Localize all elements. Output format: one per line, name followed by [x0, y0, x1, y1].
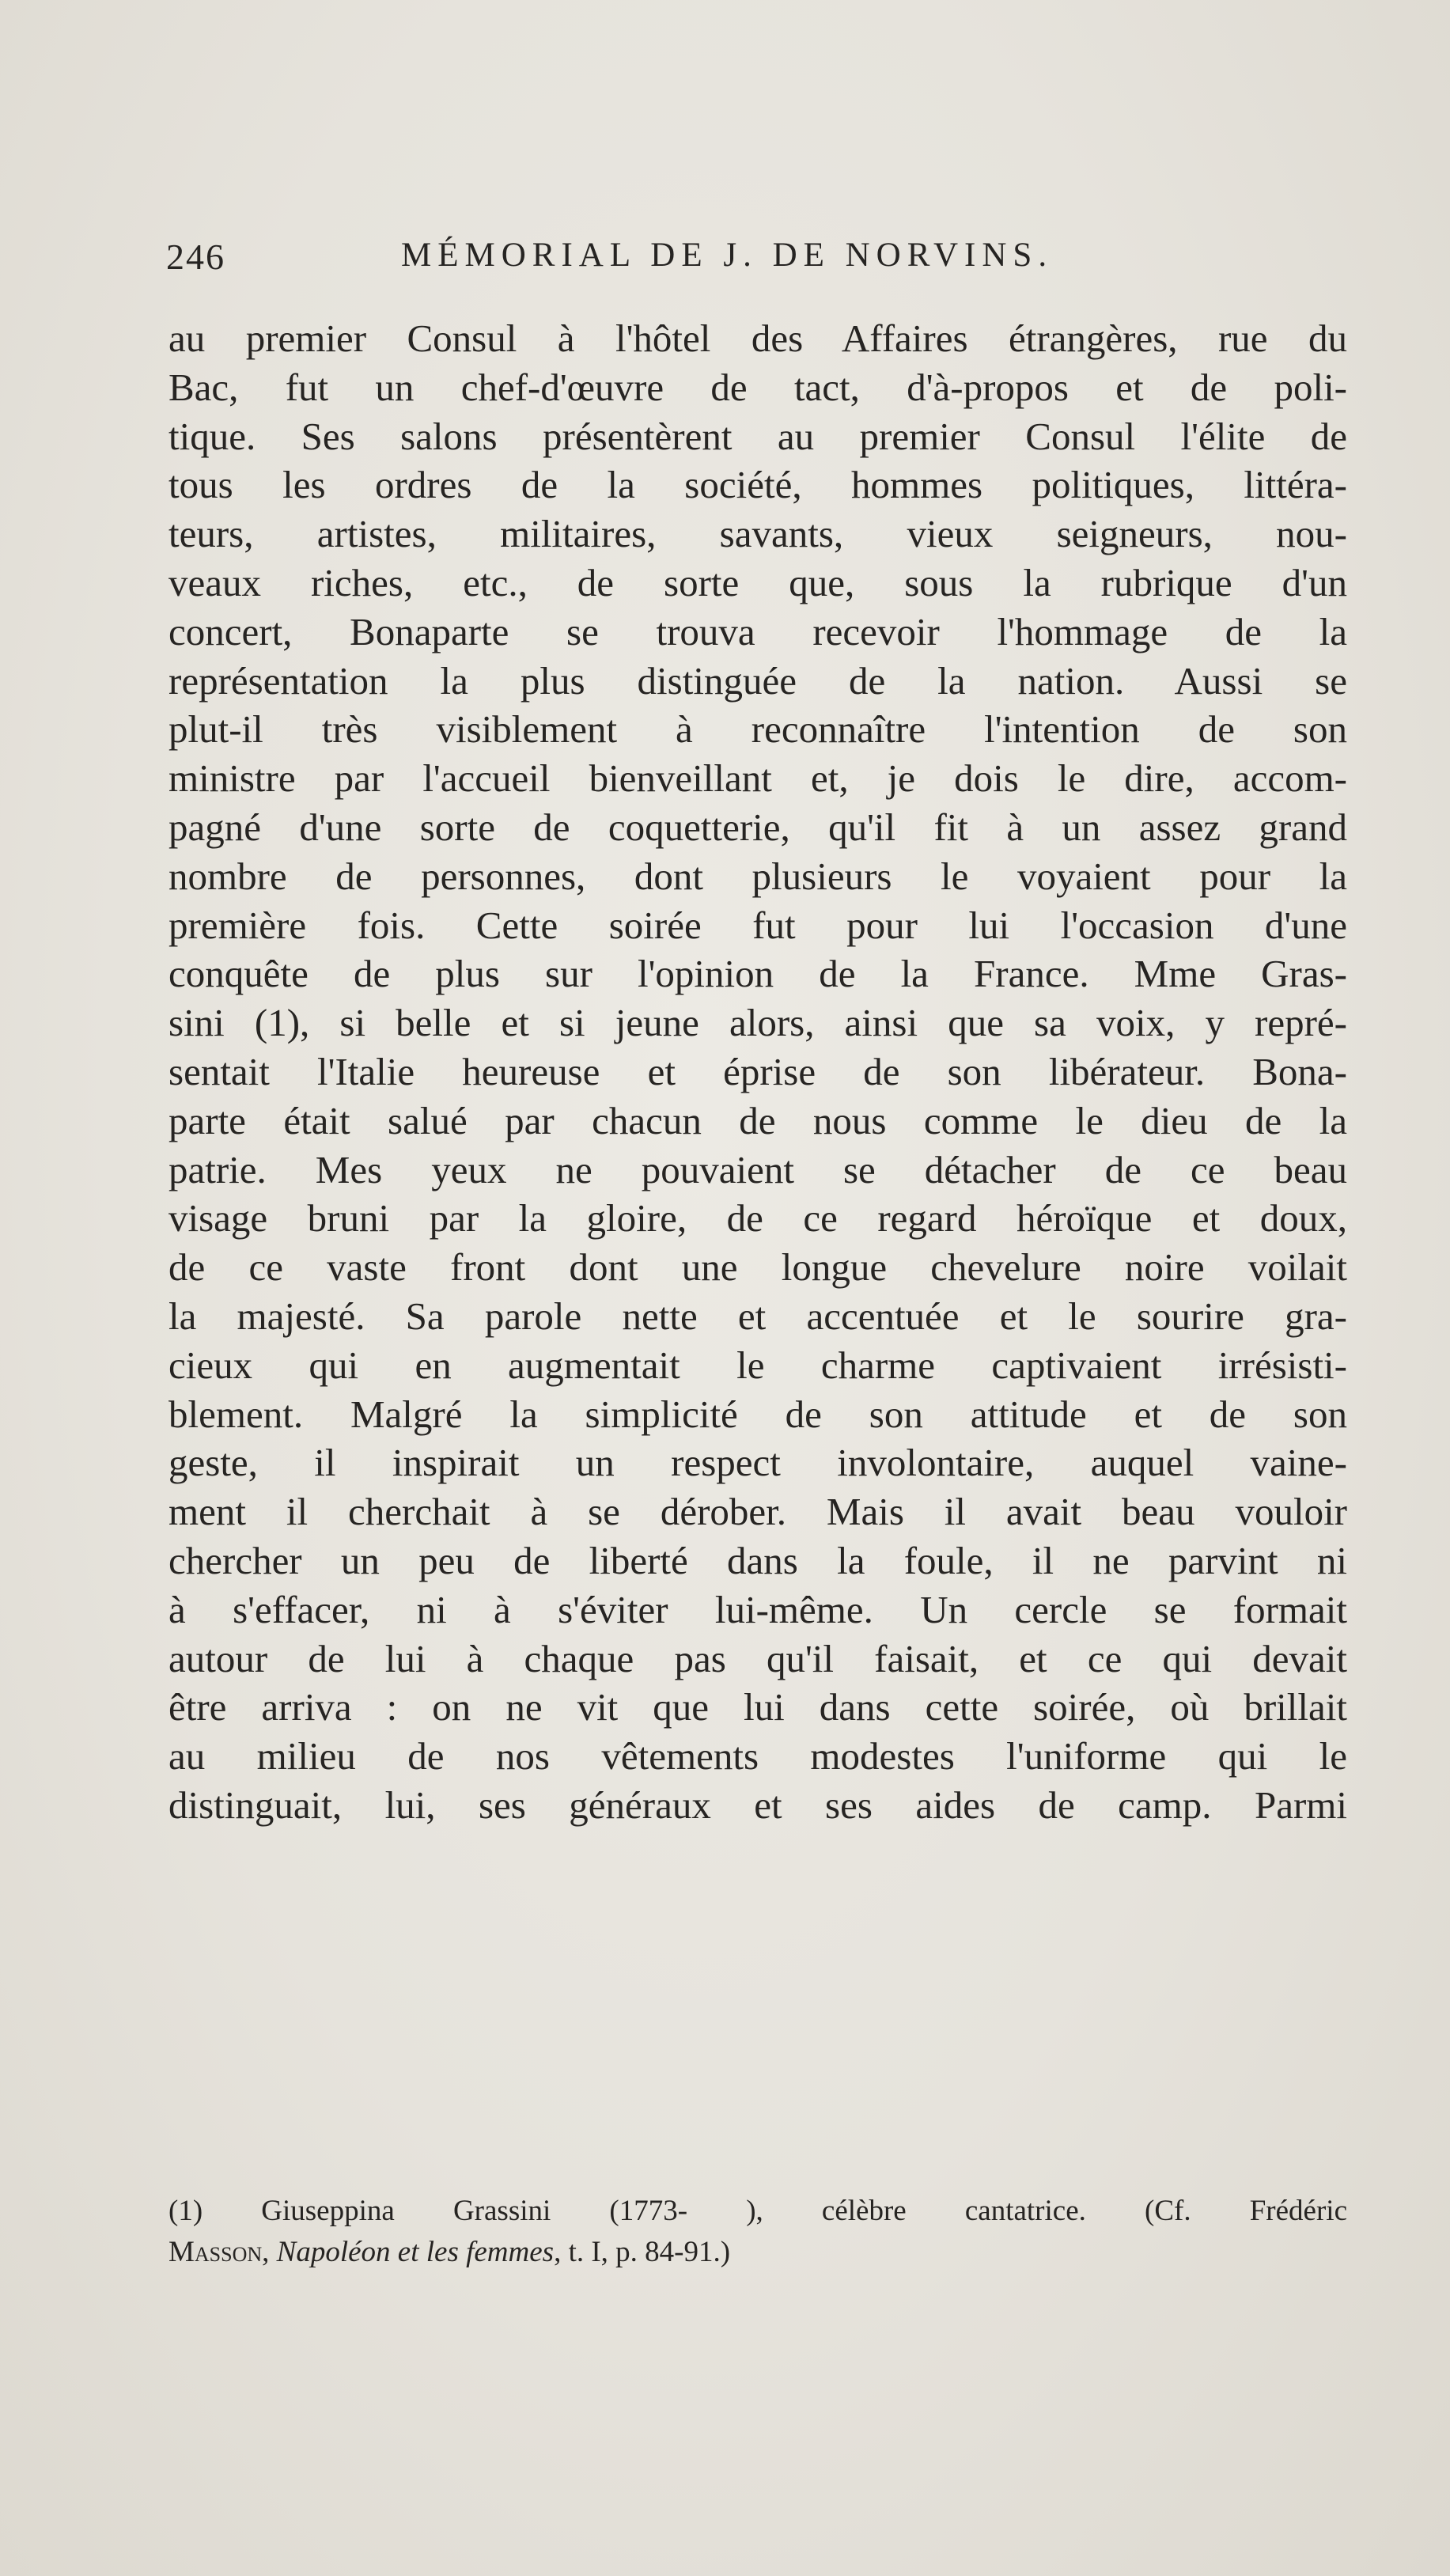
text-line: Bac, fut un chef-d'œuvre de tact, d'à-propos et de poli- [168, 365, 1347, 409]
footnote [168, 2191, 1347, 2273]
text-line: à s'effacer, ni à s'éviter lui-même. Un cercle se formait [168, 1587, 1347, 1631]
text-line: patrie. Mes yeux ne pouvaient se détacher de ce beau [168, 1147, 1347, 1191]
page-header [166, 236, 1353, 283]
running-title: MÉMORIAL DE J. DE NORVINS. [401, 237, 1054, 274]
text-line: cieux qui en augmentait le charme captivaient irrésisti- [168, 1343, 1347, 1387]
text-line: tique. Ses salons présentèrent au premier Consul l'élite de [168, 414, 1347, 458]
footnote-citation: , Napoléon et les femmes, t. I, p. 84-91.) [262, 2236, 731, 2268]
text-line: pagné d'une sorte de coquetterie, qu'il fit à un assez grand [168, 805, 1347, 849]
text-line: visage bruni par la gloire, de ce regard héroïque et doux, [168, 1196, 1347, 1241]
text-line: chercher un peu de liberté dans la foule, il ne parvint ni [168, 1538, 1347, 1582]
text-line: geste, il inspirait un respect involontaire, auquel vaine- [168, 1441, 1347, 1485]
text-line: ment il cherchait à se dérober. Mais il avait beau vouloir [168, 1490, 1347, 1534]
text-line: première fois. Cette soirée fut pour lui l'occasion d'une [168, 903, 1347, 947]
text-line: blement. Malgré la simplicité de son attitude et de son [168, 1392, 1347, 1436]
text-line: concert, Bonaparte se trouva recevoir l'hommage de la [168, 609, 1347, 653]
text-line: distinguait, lui, ses généraux et ses aides de camp. Parmi [168, 1782, 1347, 1827]
text-line: teurs, artistes, militaires, savants, vieux seigneurs, nou- [168, 512, 1347, 556]
text-line: la majesté. Sa parole nette et accentuée et le sourire gra- [168, 1294, 1347, 1338]
text-line: tous les ordres de la société, hommes politiques, littéra- [168, 463, 1347, 507]
body-text [168, 314, 1347, 1830]
text-line: au premier Consul à l'hôtel des Affaires étrangères, rue du [168, 316, 1347, 360]
text-line: plut-il très visiblement à reconnaître l'intention de son [168, 707, 1347, 752]
text-line: nombre de personnes, dont plusieurs le voyaient pour la [168, 854, 1347, 898]
page-number: 246 [166, 237, 225, 277]
text-line: sini (1), si belle et si jeune alors, ainsi que sa voix, y repré- [168, 1001, 1347, 1045]
text-line: conquête de plus sur l'opinion de la France. Mme Gras- [168, 952, 1347, 996]
text-line: ministre par l'accueil bienveillant et, je dois le dire, accom- [168, 756, 1347, 801]
footnote-author: Masson [168, 2236, 263, 2268]
text-line: au milieu de nos vêtements modestes l'uniforme qui le [168, 1734, 1347, 1779]
text-line: parte était salué par chacun de nous comme le dieu de la [168, 1098, 1347, 1142]
text-line: veaux riches, etc., de sorte que, sous la rubrique d'un [168, 560, 1347, 604]
text-line: sentait l'Italie heureuse et éprise de son libérateur. Bona- [168, 1049, 1347, 1093]
text-line: autour de lui à chaque pas qu'il faisait, et ce qui devait [168, 1636, 1347, 1680]
footnote-line [168, 2232, 1039, 2273]
text-line: représentation la plus distinguée de la nation. Aussi se [168, 658, 1347, 703]
footnote-line: (1) Giuseppina Grassini (1773- ), célèbre cantatrice. (Cf. Frédéric [168, 2195, 1347, 2227]
text-line: de ce vaste front dont une longue chevelure noire voilait [168, 1245, 1347, 1290]
footnote-book-title: Napoléon et les femmes [276, 2236, 555, 2268]
text-line: être arriva : on ne vit que lui dans cette soirée, où brillait [168, 1685, 1347, 1729]
